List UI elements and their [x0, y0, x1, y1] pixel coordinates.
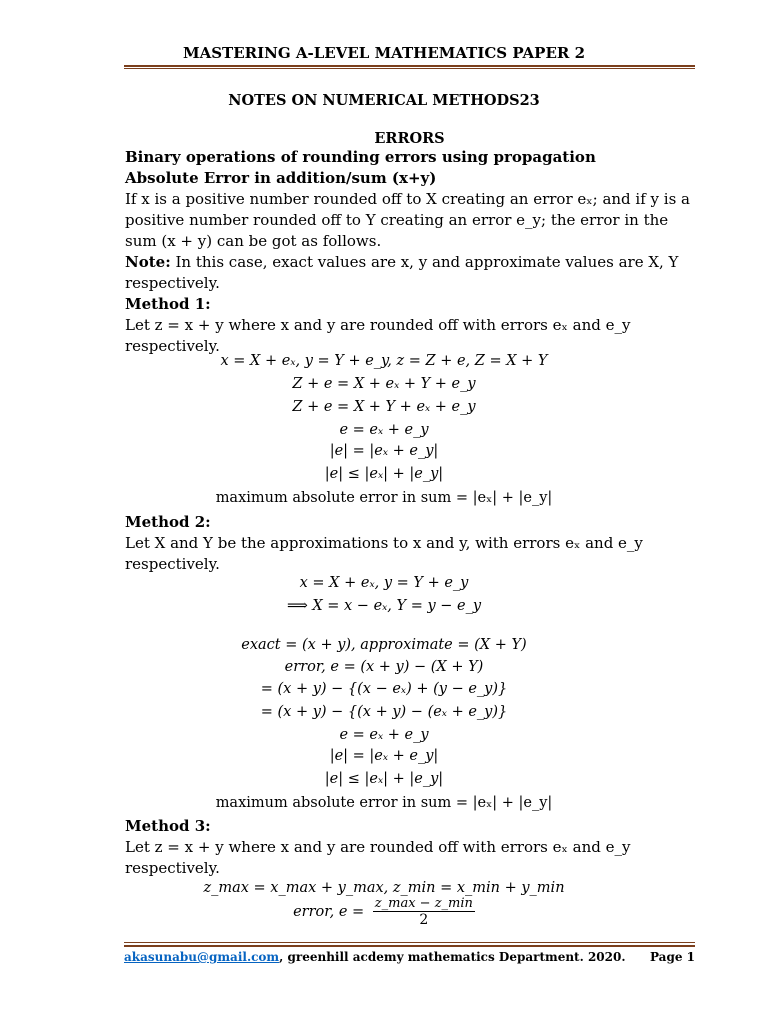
- method1-text-1: Let z = x + y where x and y are rounded off with errors eₓ and e_y: [125, 316, 631, 334]
- method3-equation: z_max = x_max + y_max, z_min = x_min + y_min: [203, 880, 565, 896]
- footer-rule-thin: [124, 942, 695, 943]
- method3-label: Method 3:: [125, 817, 211, 835]
- method2-equation: e = eₓ + e_y: [339, 727, 429, 743]
- method2-text-2: respectively.: [125, 555, 220, 573]
- method2-text-1: Let X and Y be the approximations to x and y, with errors eₓ and e_y: [125, 534, 643, 552]
- method2-equation: |e| = |eₓ + e_y|: [329, 748, 439, 764]
- method1-equation: e = eₓ + e_y: [339, 422, 429, 438]
- page-number: Page 1: [649, 950, 695, 964]
- method3-error-lhs: error, e =: [293, 904, 365, 920]
- author-email-link[interactable]: akasunabu@gmail.com: [124, 950, 280, 964]
- intro-line-2: positive number rounded off to Y creating an error e_y; the error in the: [125, 211, 669, 229]
- method1-equation: x = X + eₓ, y = Y + e_y, z = Z + e, Z = X + Y: [220, 353, 548, 369]
- method1-equation: Z + e = X + eₓ + Y + e_y: [292, 376, 476, 392]
- heading-absolute-error: Absolute Error in addition/sum (x+y): [125, 169, 437, 187]
- document-title: NOTES ON NUMERICAL METHODS23: [228, 92, 540, 109]
- method3-text-2: respectively.: [125, 859, 220, 877]
- note-continuation: respectively.: [125, 274, 220, 292]
- method2-equation: ⟹ X = x − eₓ, Y = y − e_y: [286, 598, 482, 614]
- footer-rule: [124, 945, 695, 947]
- section-title: ERRORS: [374, 130, 445, 147]
- method1-text-2: respectively.: [125, 337, 220, 355]
- method2-conclusion: maximum absolute error in sum = |eₓ| + |e_y|: [215, 795, 553, 811]
- method3-text-1: Let z = x + y where x and y are rounded off with errors eₓ and e_y: [125, 838, 631, 856]
- note-line: [125, 252, 697, 273]
- method1-equation: |e| ≤ |eₓ| + |e_y|: [324, 466, 444, 482]
- method1-equation: |e| = |eₓ + e_y|: [329, 443, 439, 459]
- method1-label: Method 1:: [125, 295, 211, 313]
- note-label: Note:: [125, 253, 171, 271]
- method2-equation: error, e = (x + y) − (X + Y): [284, 659, 484, 675]
- fraction-numerator: z_max − z_min: [374, 896, 473, 911]
- method2-equation: |e| ≤ |eₓ| + |e_y|: [324, 771, 444, 787]
- method2-equation: = (x + y) − {(x − eₓ) + (y − e_y)}: [260, 681, 508, 697]
- method2-equation: x = X + eₓ, y = Y + e_y: [299, 575, 469, 591]
- heading-binary-operations: Binary operations of rounding errors using propagation: [125, 148, 596, 166]
- footer-text: , greenhill acdemy mathematics Department. 2020.: [279, 950, 626, 964]
- header-rule: [124, 65, 695, 67]
- method1-equation: Z + e = X + Y + eₓ + e_y: [292, 399, 476, 415]
- fraction-denominator: 2: [419, 912, 429, 928]
- method2-equation: = (x + y) − {(x + y) − (eₓ + e_y)}: [260, 704, 508, 720]
- method1-conclusion: maximum absolute error in sum = |eₓ| + |e_y|: [215, 490, 553, 506]
- method2-equation: exact = (x + y), approximate = (X + Y): [241, 637, 527, 653]
- method2-label: Method 2:: [125, 513, 211, 531]
- header-rule-thin: [124, 68, 695, 69]
- running-header: MASTERING A-LEVEL MATHEMATICS PAPER 2: [182, 44, 586, 62]
- intro-line-1: If x is a positive number rounded off to X creating an error eₓ; and if y is a: [125, 190, 690, 208]
- method3-error-equation: [0, 896, 768, 928]
- note-text: In this case, exact values are x, y and approximate values are X, Y: [170, 253, 679, 271]
- footer: [124, 950, 695, 964]
- fraction: [373, 896, 475, 928]
- intro-line-3: sum (x + y) can be got as follows.: [125, 232, 382, 250]
